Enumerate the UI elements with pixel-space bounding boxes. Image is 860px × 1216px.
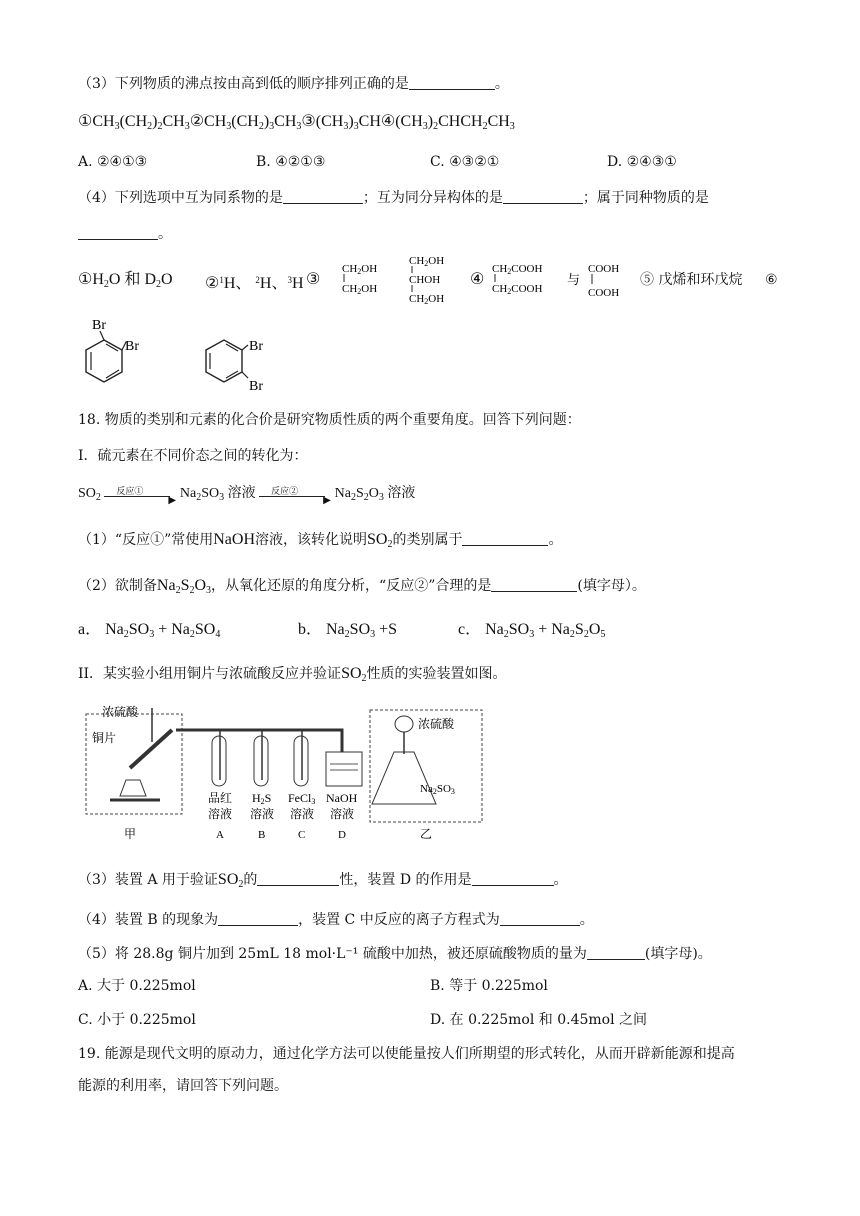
chain-na2s2o3: $Na_2S_2O_3$ 溶液 [334, 486, 416, 503]
label-a: A [216, 829, 224, 841]
label-jia: 甲 [124, 827, 137, 841]
answer-blank[interactable] [500, 911, 580, 926]
q3-option-d[interactable]: D. ②④③① [607, 154, 677, 170]
glycerol-ch2oh-bottom: CH2OH [409, 293, 445, 306]
q18-sub5-option-b[interactable]: B. 等于 0.225mol [430, 978, 548, 994]
label-rongye-b: 溶液 [250, 807, 275, 821]
answer-blank[interactable] [503, 189, 583, 204]
answer-blank[interactable] [283, 189, 363, 204]
label-fecl3: FeCl3 [288, 791, 316, 806]
q4-item-4-mark: ④ [470, 271, 485, 288]
label-pinhong: 品红 [208, 791, 233, 805]
compound-4: $④(CH_3)_2CHCH_2CH_3$ [380, 113, 515, 132]
dibromobenzene-2 [178, 312, 298, 404]
glycerol-ch2oh-top: CH2OH [409, 255, 445, 268]
q4-item-2: ②$^1$H、 $^2$H、$^3$H [205, 275, 304, 292]
q3-compounds [78, 112, 515, 137]
q18-intro: 18. 物质的类别和元素的化合价是研究物质性质的两个重要角度。回答下列问题： [78, 412, 581, 428]
tube-a [212, 730, 226, 786]
q4-item-3-mark: ③ [306, 271, 321, 288]
label-rongye-c: 溶液 [290, 807, 315, 821]
q18-sub5-option-c[interactable]: C. 小于 0.225mol [78, 1012, 196, 1028]
br-label: Br [249, 339, 263, 354]
label-naoh: NaOH [326, 791, 358, 805]
answer-blank[interactable] [78, 225, 158, 240]
conical-flask [372, 752, 436, 804]
q18-option-c[interactable]: c． $Na_2SO_3 + Na_2S_2O_5$ [458, 621, 606, 640]
arrow-reaction-1: 反应① ▶ [104, 485, 176, 503]
q19-line-2: 能源的利用率，请回答下列问题。 [78, 1078, 288, 1094]
label-c: C [298, 829, 306, 841]
q3-stem: （3）下列物质的沸点按由高到低的顺序排列正确的是 。 [78, 76, 509, 92]
q18-sub4: （4）装置 B 的现象为 ，装置 C 中反应的离子方程式为 。 [78, 912, 594, 928]
compound-2: $②CH_3(CH_2)_3CH_3$ [189, 113, 302, 132]
succinic-bottom: CH2COOH [492, 283, 543, 296]
tube-b [254, 730, 268, 786]
answer-blank[interactable] [587, 945, 645, 960]
tube-c [294, 730, 308, 786]
and-label: 与 [567, 272, 581, 287]
label-rongye-a: 溶液 [208, 807, 233, 821]
compound-1: $①CH_3(CH_2)_2CH_3$ [78, 113, 190, 132]
label-yi: 乙 [420, 827, 433, 841]
q18-sub5: （5）将 28.8g 铜片加到 25mL 18 mol·L⁻¹ 硫酸中加热，被还原硫酸物质的量为 (填字母)。 [78, 946, 712, 962]
q18-sub1: （1）“反应①”常使用NaOH溶液，该转化说明$SO_2$的类别属于 。 [78, 531, 563, 550]
label-conc-acid: 浓硫酸 [102, 705, 139, 719]
q4-item-1: $①H_2O$ 和 $D_2O$ [78, 271, 173, 290]
succinic-top: CH2COOH [492, 263, 543, 276]
benzene-ring [206, 340, 242, 382]
test-tube-tilted [130, 730, 172, 768]
alcohol-lamp [120, 780, 146, 796]
q3-option-c[interactable]: C. ④③②① [430, 154, 500, 170]
answer-blank[interactable] [491, 577, 577, 592]
q18-sub5-option-a[interactable]: A. 大于 0.225mol [78, 978, 196, 994]
q18-part1: I．硫元素在不同价态之间的转化为： [78, 448, 308, 464]
answer-blank[interactable] [409, 75, 495, 90]
q18-sub3: （3）装置 A 用于验证$SO_2$的 性，装置 D 的作用是 。 [78, 871, 568, 890]
answer-blank[interactable] [218, 911, 298, 926]
q18-option-b[interactable]: b． $Na_2SO_3 +S$ [298, 621, 398, 640]
label-b: B [258, 829, 266, 841]
q4-item-5: ⑤ 戊烯和环戊烷 [640, 272, 743, 288]
q18-sub2: （2）欲制备$Na_2S_2O_3$，从氧化还原的角度分析，“反应②”合理的是 (填字母）。 [78, 577, 646, 596]
glycol-ch2oh-top: CH2OH [342, 263, 378, 276]
bond [242, 345, 248, 350]
sulfur-chain [78, 484, 415, 508]
q3-option-b[interactable]: B. ④②①③ [256, 154, 326, 170]
answer-blank[interactable] [462, 531, 548, 546]
bond [242, 372, 248, 378]
q18-option-a[interactable]: a． $Na_2SO_3 + Na_2SO_4$ [78, 621, 221, 640]
arrow-reaction-2: 反应② ▶ [259, 485, 331, 503]
q4-stem: （4）下列选项中互为同系物的是 ；互为同分异构体的是 ；属于同种物质的是 [78, 190, 709, 206]
compound-3: $③(CH_3)_3CH$ [301, 113, 381, 132]
separatory-funnel [395, 716, 413, 732]
q18-sub5-option-d[interactable]: D. 在 0.225mol 和 0.45mol 之间 [430, 1012, 648, 1028]
beaker-d [326, 752, 362, 786]
label-h2s: H2S [252, 791, 272, 806]
gas-tube [176, 730, 342, 752]
q4-structures [320, 250, 860, 310]
q18-part2: II．某实验小组用铜片与浓硫酸反应并验证$SO_2$性质的实验装置如图。 [78, 665, 507, 684]
label-d: D [338, 829, 346, 841]
apparatus-figure [80, 700, 500, 850]
br-label: Br [92, 318, 106, 333]
br-label: Br [125, 339, 139, 354]
oxalic-bottom: COOH [588, 287, 620, 299]
q4-stem-cont: 。 [78, 224, 172, 244]
label-copper: 铜片 [92, 731, 117, 745]
answer-blank[interactable] [257, 871, 339, 886]
glycerol-choh: CHOH [409, 274, 441, 286]
q3-option-a[interactable]: A. ②④①③ [78, 154, 148, 170]
label-rongye-d: 溶液 [330, 807, 355, 821]
chain-na2so3: $Na_2SO_3$ 溶液 [179, 486, 256, 503]
chain-so2: $SO_2$ [78, 486, 101, 503]
answer-blank[interactable] [472, 871, 554, 886]
glycol-ch2oh-bottom: CH2OH [342, 283, 378, 296]
q19-line-1: 19. 能源是现代文明的原动力，通过化学方法可以使能量按人们所期望的形式转化，从而开辟新能源和提高 [78, 1046, 735, 1062]
oxalic-top: COOH [588, 263, 620, 275]
br-label: Br [249, 379, 263, 394]
q4-item-6-mark: ⑥ [765, 272, 778, 288]
label-na2so3: Na2SO3 [420, 783, 455, 796]
label-conc-acid-yi: 浓硫酸 [418, 717, 455, 731]
